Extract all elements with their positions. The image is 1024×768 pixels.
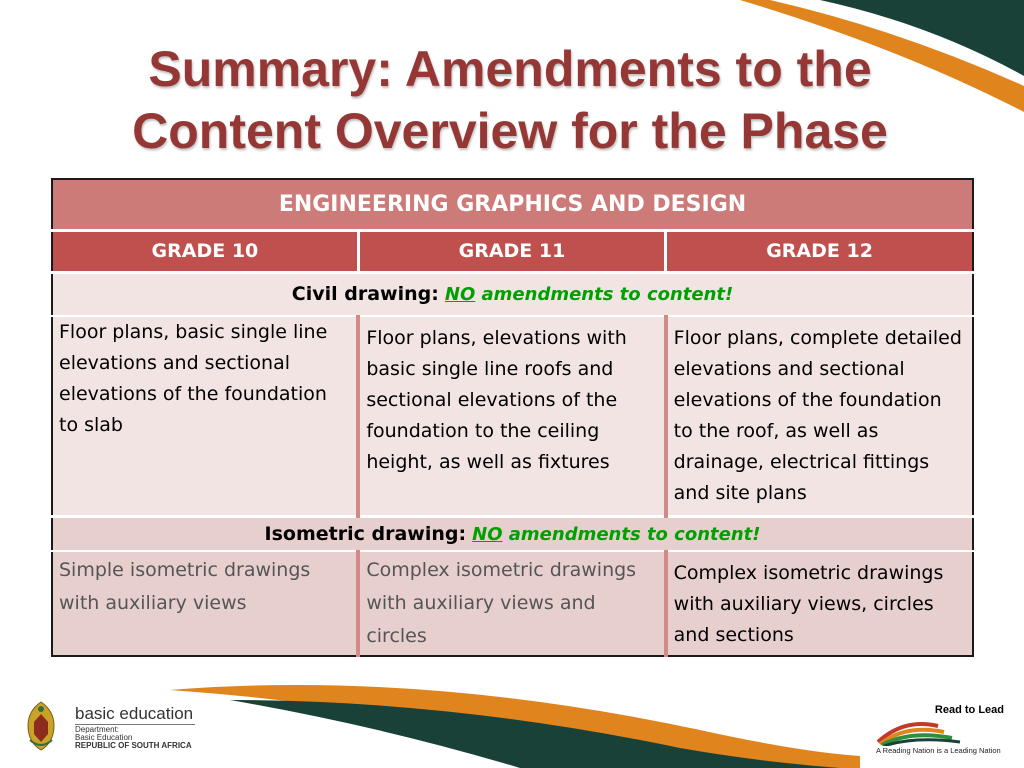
no-amendments-flag: NO (444, 284, 476, 306)
basic-education-logo (18, 698, 208, 756)
no-amendments-flag: NO (472, 523, 503, 545)
department-label (75, 726, 192, 750)
grade-10-header: GRADE 10 (52, 230, 358, 272)
open-book-icon (874, 712, 974, 746)
amendments-note: amendments to content! (502, 523, 761, 545)
amendments-note: amendments to content! (475, 284, 734, 306)
slide-title (60, 38, 960, 162)
section-title: Isometric drawing: (264, 522, 467, 545)
section-title: Civil drawing: (291, 283, 439, 306)
coat-of-arms-icon (24, 700, 58, 752)
dept-line-3: REPUBLIC OF SOUTH AFRICA (75, 741, 192, 750)
isometric-grade-11-cell: Complex isometric drawings with auxiliary views and circles (358, 551, 665, 656)
read-to-lead-logo (872, 702, 1012, 764)
civil-grade-11-cell: Floor plans, elevations with basic single line roofs and sectional elevations of the foundation to the ceiling height, as well as fixtures (358, 316, 665, 517)
civil-drawing-heading (52, 272, 973, 316)
grade-12-header: GRADE 12 (666, 230, 973, 272)
grade-11-header: GRADE 11 (358, 230, 665, 272)
content-overview-table (51, 178, 974, 657)
table-header: ENGINEERING GRAPHICS AND DESIGN (52, 179, 973, 230)
slide-title-line-1: Summary: Amendments to the (148, 41, 872, 97)
isometric-drawing-heading (52, 517, 973, 551)
read-to-lead-tagline: A Reading Nation is a Leading Nation (876, 746, 1001, 755)
civil-grade-12-cell: Floor plans, complete detailed elevations and sectional elevations of the foundation to the roof, as well as drainage, electrical fittings and site plans (666, 316, 973, 517)
read-to-lead-title: Read to Lead (934, 704, 1004, 716)
isometric-grade-10-cell: Simple isometric drawings with auxiliary views (52, 551, 358, 656)
dept-line-1: Department: (75, 725, 120, 734)
slide-title-line-2: Content Overview for the Phase (132, 103, 888, 159)
isometric-grade-12-cell: Complex isometric drawings with auxiliary views, circles and sections (666, 551, 973, 656)
civil-grade-10-cell: Floor plans, basic single line elevations and sectional elevations of the foundation to slab (52, 316, 358, 517)
logo-name: basic education (75, 704, 194, 723)
dept-line-2: Basic Education (75, 733, 133, 742)
